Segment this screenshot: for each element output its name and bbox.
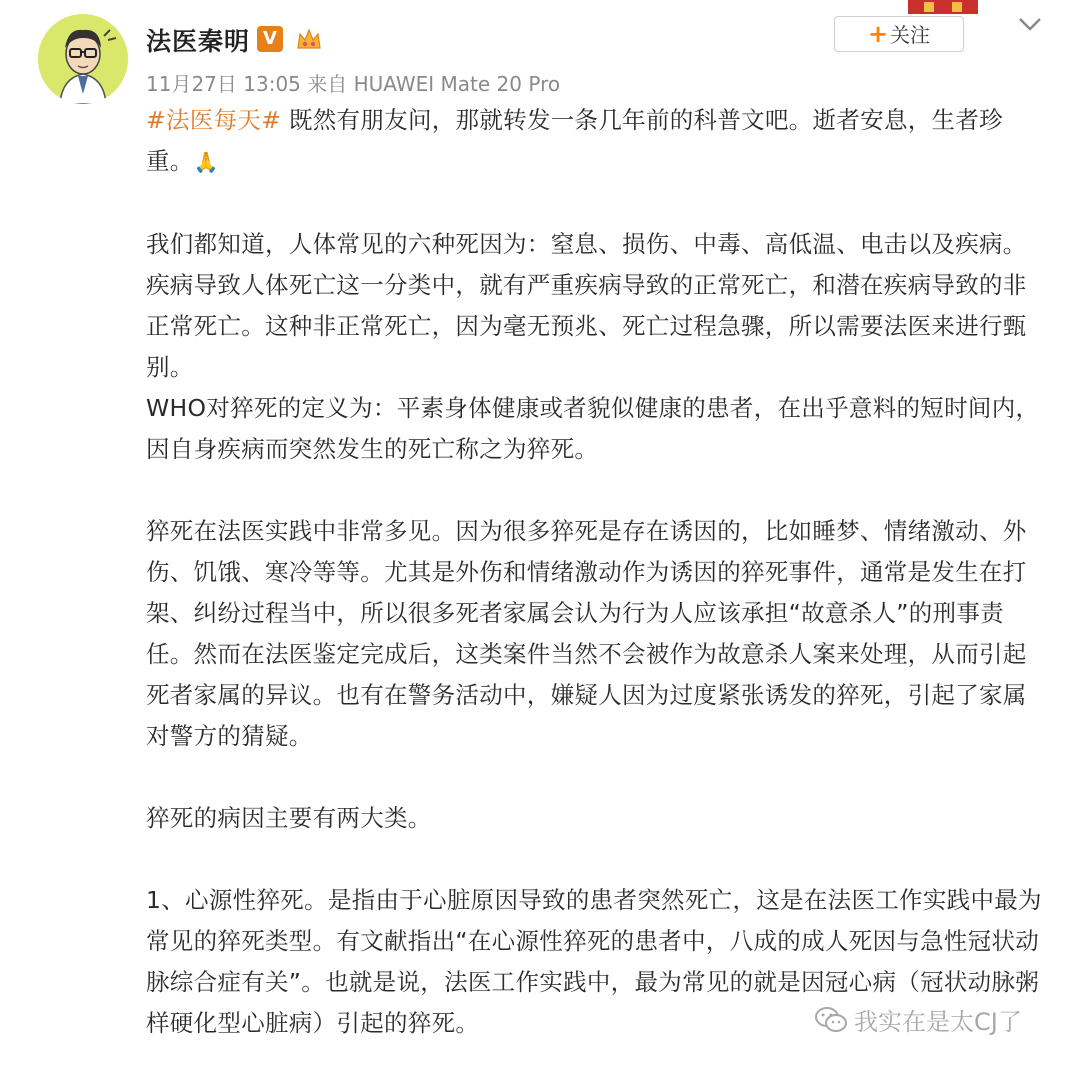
paragraph-5: 1、心源性猝死。是指由于心脏原因导致的患者突然死亡，这是在法医工作实践中最为常见的猝死类型。有文献指出“在心源性猝死的患者中，八成的成人死因与急性冠状动脉综合症有关”。也就是说，法医工作实践中，最为常见的就是因冠心病（冠状动脉粥样硬化型心脏病）引起的猝死。 [146, 886, 1042, 1037]
hashtag-link[interactable]: #法医每天# [146, 106, 282, 134]
avatar[interactable] [38, 14, 128, 104]
pray-emoji-icon: 🙏 [193, 150, 219, 174]
wechat-icon [814, 1006, 848, 1034]
follow-label: 关注 [890, 23, 931, 47]
intro-text: 既然有朋友问，那就转发一条几年前的科普文吧。逝者安息，生者珍重。 [146, 106, 1003, 175]
watermark-text: 我实在是太CJ了 [854, 1008, 1022, 1036]
username[interactable]: 法医秦明 [146, 27, 251, 56]
post-content [146, 100, 1046, 1044]
verified-v-icon: V [257, 26, 283, 52]
plus-icon: + [867, 20, 889, 48]
crown-icon [294, 24, 324, 54]
intro-paragraph [146, 100, 1046, 183]
post-meta: 11月27日 13:05 来自 HUAWEI Mate 20 Pro [146, 72, 561, 96]
paragraph-1: 我们都知道，人体常见的六种死因为：窒息、损伤、中毒、高低温、电击以及疾病。疾病导致人体死亡这一分类中，就有严重疾病导致的正常死亡，和潜在疾病导致的非正常死亡。这种非正常死亡，因为毫无预兆、死亡过程急骤，所以需要法医来进行甄别。 [146, 230, 1027, 381]
paragraph-4: 猝死的病因主要有两大类。 [146, 804, 432, 832]
chevron-down-icon[interactable] [1017, 14, 1043, 34]
paragraph-3: 猝死在法医实践中非常多见。因为很多猝死是存在诱因的，比如睡梦、情绪激动、外伤、饥饿、寒冷等等。尤其是外伤和情绪激动作为诱因的猝死事件，通常是发生在打架、纠纷过程当中，所以很多死者家属会认为行为人应该承担“故意杀人”的刑事责任。然而在法医鉴定完成后，这类案件当然不会被作为故意杀人案来处理，从而引起死者家属的异议。也有在警务活动中，嫌疑人因为过度紧张诱发的猝死，引起了家属对警方的猜疑。 [146, 517, 1027, 750]
watermark [814, 1002, 1022, 1037]
follow-button[interactable] [834, 16, 964, 52]
paragraph-2: WHO对猝死的定义为：平素身体健康或者貌似健康的患者，在出乎意料的短时间内，因自身疾病而突然发生的死亡称之为猝死。 [146, 394, 1040, 463]
